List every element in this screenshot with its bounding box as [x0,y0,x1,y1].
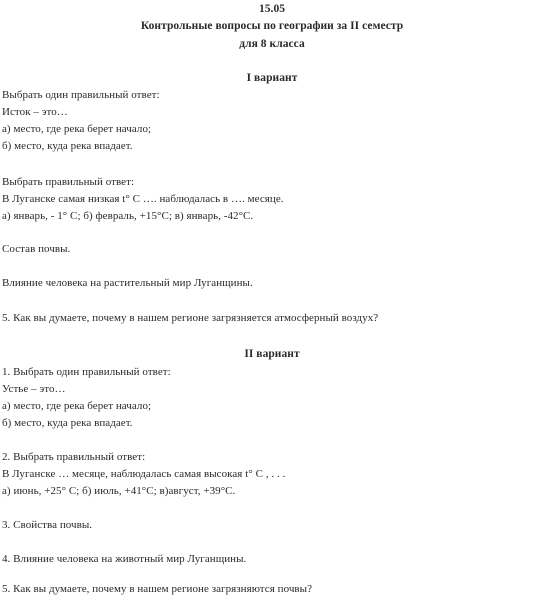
v2-q1-option-b: б) место, куда река впадает. [2,417,133,429]
v2-q2-stem: В Луганске … месяце, наблюдалась самая высокая t° С , . . . [2,468,286,480]
v1-q1-option-b: б) место, куда река впадает. [2,140,133,152]
v2-q1-instruction: 1. Выбрать один правильный ответ: [2,366,171,378]
variant1-heading: I вариант [246,72,298,84]
v1-q3: Состав почвы. [2,243,71,255]
header-title: Контрольные вопросы по географии за II семестр [140,20,404,32]
header-date: 15.05 [258,3,286,15]
v1-q4: Влияние человека на растительный мир Луганщины. [2,277,253,289]
v2-q5: 5. Как вы думаете, почему в нашем регионе загрязняются почвы? [2,583,313,595]
v2-q1-stem: Устье – это… [2,383,66,395]
header-class: для 8 класса [239,38,305,50]
v2-q1-option-a: а) место, где река берет начало; [2,400,152,412]
v1-q2-options: а) январь, - 1° С; б) февраль, +15°С; в) январь, -42°С. [2,210,254,222]
v1-q1-stem: Исток – это… [2,106,68,118]
variant2-heading: II вариант [244,348,300,360]
v2-q2-options: а) июнь, +25° С; б) июль, +41°С; в)август, +39°С. [2,485,236,497]
v1-q2-instruction: Выбрать правильный ответ: [2,176,135,188]
v1-q1-instruction: Выбрать один правильный ответ: [2,89,160,101]
v2-q4: 4. Влияние человека на животный мир Луганщины. [2,553,247,565]
v2-q2-instruction: 2. Выбрать правильный ответ: [2,451,146,463]
v1-q5: 5. Как вы думаете, почему в нашем регионе загрязняется атмосферный воздух? [2,312,379,324]
v2-q3: 3. Свойства почвы. [2,519,93,531]
v1-q2-stem: В Луганске самая низкая t° С …. наблюдалась в …. месяце. [2,193,284,205]
v1-q1-option-a: а) место, где река берет начало; [2,123,152,135]
